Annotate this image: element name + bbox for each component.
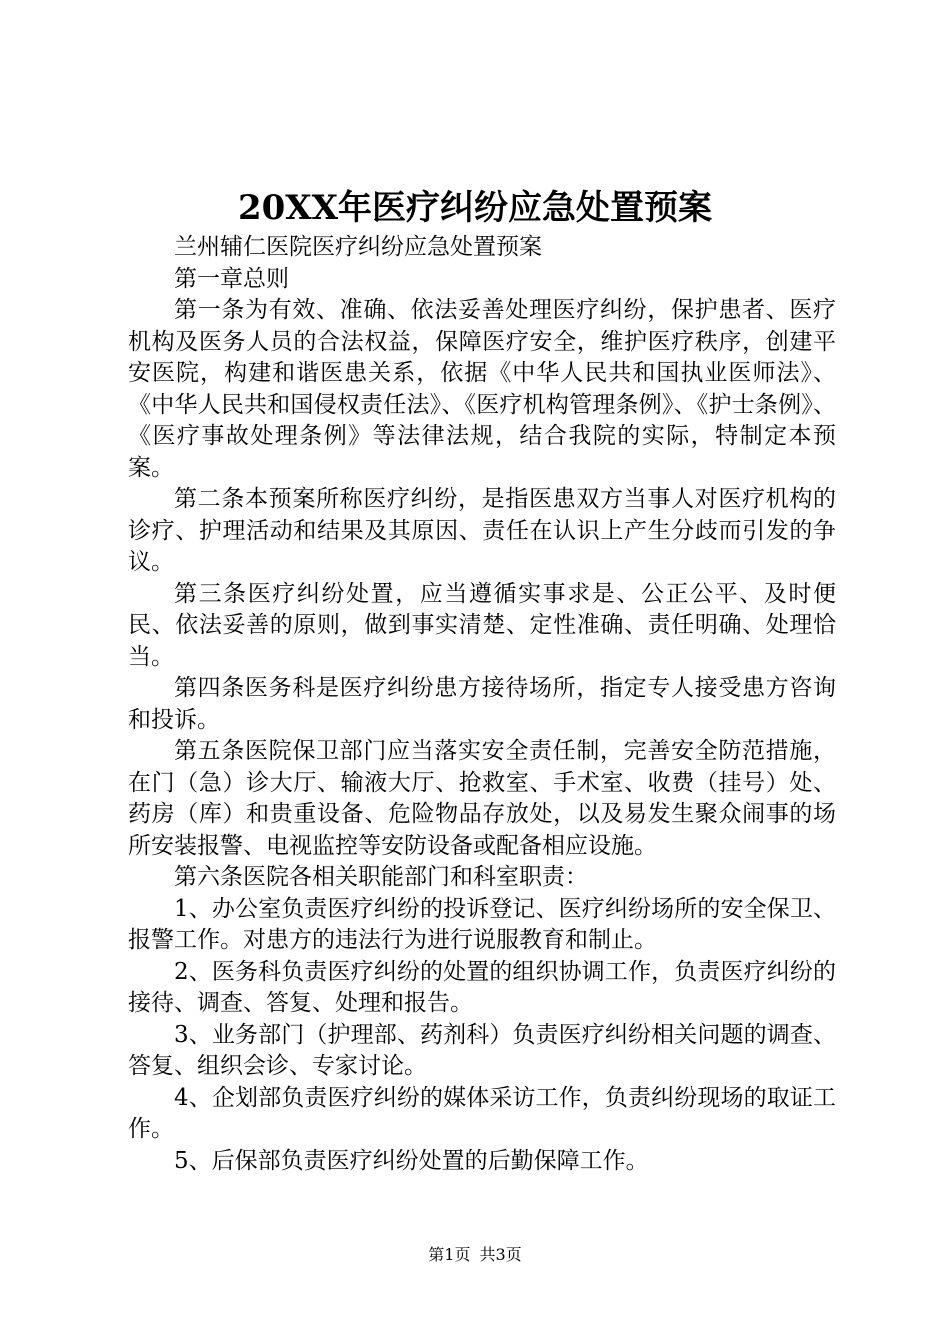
paragraph-duty-1: 1、办公室负责医疗纠纷的投诉登记、医疗纠纷场所的安全保卫、报警工作。对患方的违法行为进行说服教育和制止。 bbox=[128, 895, 836, 953]
paragraph-article-2: 第二条本预案所称医疗纠纷，是指医患双方当事人对医疗机构的诊疗、护理活动和结果及其原因、责任在认识上产生分歧而引发的争议。 bbox=[128, 486, 836, 575]
document-body bbox=[128, 232, 836, 1177]
paragraph-duty-4: 4、企划部负责医疗纠纷的媒体采访工作，负责纠纷现场的取证工作。 bbox=[128, 1084, 836, 1142]
paragraph-duty-2: 2、医务科负责医疗纠纷的处置的组织协调工作，负责医疗纠纷的接待、调查、答复、处理和报告。 bbox=[128, 958, 836, 1016]
page-total: 共3页 bbox=[479, 1245, 522, 1264]
paragraph-duty-3: 3、业务部门（护理部、药剂科）负责医疗纠纷相关问题的调查、答复、组织会诊、专家讨论。 bbox=[128, 1021, 836, 1079]
paragraph-article-5: 第五条医院保卫部门应当落实安全责任制，完善安全防范措施，在门（急）诊大厅、输液大厅、抢救室、手术室、收费（挂号）处、药房（库）和贵重设备、危险物品存放处，以及易发生聚众闹事的场所安装报警、电视监控等安防设备或配备相应设施。 bbox=[128, 738, 836, 859]
paragraph-article-1: 第一条为有效、准确、依法妥善处理医疗纠纷，保护患者、医疗机构及医务人员的合法权益，保障医疗安全，维护医疗秩序，创建平安医院，构建和谐医患关系，依据《中华人民共和国执业医师法》、《中华人民共和国侵权责任法》、《医疗机构管理条例》、《护士条例》、《医疗事故处理条例》等法律法规，结合我院的实际，特制定本预案。 bbox=[128, 297, 836, 481]
paragraph-hospital-plan-name: 兰州辅仁医院医疗纠纷应急处置预案 bbox=[174, 234, 542, 260]
page-number: 第1页 bbox=[428, 1245, 471, 1264]
document-title: 20XX年医疗纠纷应急处置预案 bbox=[237, 188, 713, 228]
paragraph-chapter-heading: 第一章总则 bbox=[174, 265, 289, 292]
paragraph-article-3: 第三条医疗纠纷处置，应当遵循实事求是、公正公平、及时便民、依法妥善的原则，做到事实清楚、定性准确、责任明确、处理恰当。 bbox=[128, 580, 836, 670]
paragraph-article-6: 第六条医院各相关职能部门和科室职责： bbox=[174, 864, 588, 890]
page-footer bbox=[0, 1244, 950, 1266]
paragraph-article-4: 第四条医务科是医疗纠纷患方接待场所，指定专人接受患方咨询和投诉。 bbox=[128, 675, 836, 733]
paragraph-duty-5: 5、后保部负责医疗纠纷处置的后勤保障工作。 bbox=[174, 1147, 649, 1174]
